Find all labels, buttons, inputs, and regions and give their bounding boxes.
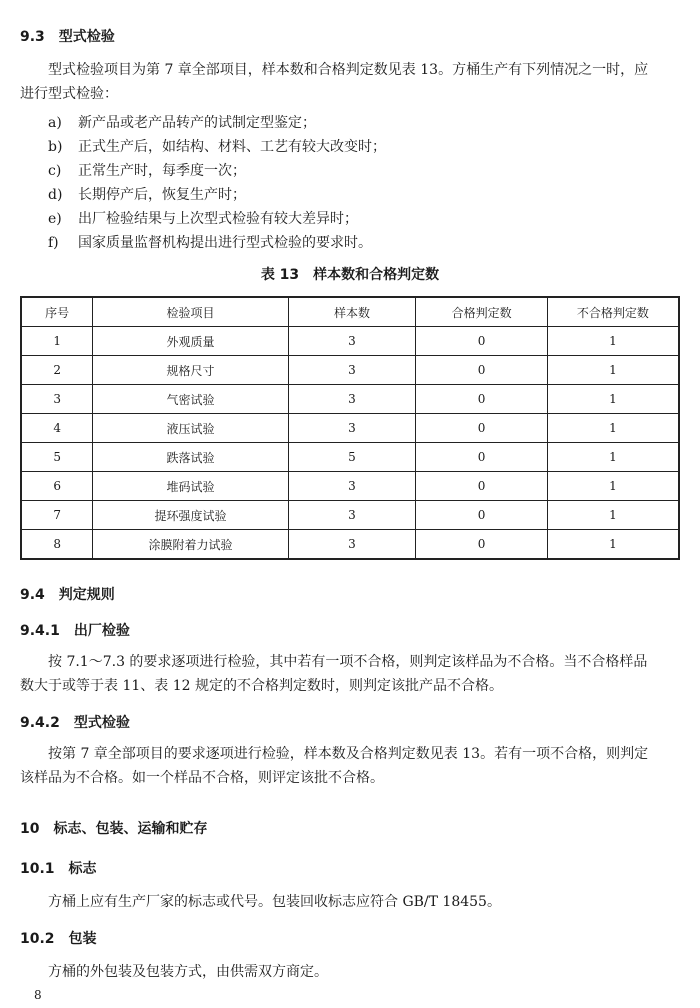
table-cell: 3 bbox=[288, 327, 416, 356]
table-cell: 涂膜附着力试验 bbox=[93, 530, 288, 560]
list-text: 新产品或老产品转产的试制定型鉴定； bbox=[78, 115, 316, 131]
section-heading-9-3: 9.3 型式检验 bbox=[20, 29, 115, 45]
page-number: 8 bbox=[34, 988, 42, 1002]
table-row bbox=[21, 327, 679, 356]
table-cell: 5 bbox=[288, 443, 416, 472]
paragraph-line: 方桶上应有生产厂家的标志或代号。包装回收标志应符合 GB/T 18455。 bbox=[48, 894, 501, 910]
table-cell: 0 bbox=[416, 443, 548, 472]
header-cell-accept: 合格判定数 bbox=[416, 297, 548, 327]
header-cell-no: 序号 bbox=[21, 297, 93, 327]
table-row bbox=[21, 356, 679, 385]
list-marker: a) bbox=[48, 115, 62, 131]
section-heading-9-4-2: 9.4.2 型式检验 bbox=[20, 715, 130, 731]
table-cell: 液压试验 bbox=[93, 414, 288, 443]
table-cell: 气密试验 bbox=[93, 385, 288, 414]
header-cell-item: 检验项目 bbox=[93, 297, 288, 327]
table-cell: 提环强度试验 bbox=[93, 501, 288, 530]
table-cell: 8 bbox=[21, 530, 93, 560]
table-cell: 1 bbox=[547, 443, 679, 472]
table-cell: 0 bbox=[416, 472, 548, 501]
table-cell: 1 bbox=[547, 414, 679, 443]
table-header-row bbox=[21, 297, 679, 327]
table-cell: 6 bbox=[21, 472, 93, 501]
table-row bbox=[21, 501, 679, 530]
paragraph-line: 进行型式检验： bbox=[20, 86, 118, 102]
table-cell: 跌落试验 bbox=[93, 443, 288, 472]
table-cell: 1 bbox=[21, 327, 93, 356]
table-row bbox=[21, 530, 679, 560]
list-marker: e) bbox=[48, 211, 62, 227]
paragraph-line: 按第 7 章全部项目的要求逐项进行检验，样本数及合格判定数见表 13。若有一项不合格，则判定 bbox=[48, 746, 649, 762]
list-item bbox=[48, 184, 246, 204]
section-heading-9-4: 9.4 判定规则 bbox=[20, 587, 115, 603]
table-cell: 3 bbox=[21, 385, 93, 414]
paragraph-line: 该样品为不合格。如一个样品不合格，则评定该批不合格。 bbox=[20, 770, 384, 786]
list-text: 国家质量监督机构提出进行型式检验的要求时。 bbox=[78, 235, 372, 251]
paragraph-line: 方桶的外包装及包装方式，由供需双方商定。 bbox=[48, 964, 328, 980]
table-cell: 0 bbox=[416, 385, 548, 414]
table-cell: 0 bbox=[416, 356, 548, 385]
table-cell: 3 bbox=[288, 530, 416, 560]
paragraph-line: 按 7.1～7.3 的要求逐项进行检验，其中若有一项不合格，则判定该样品为不合格。当不合格样品 bbox=[48, 654, 648, 670]
table-cell: 外观质量 bbox=[93, 327, 288, 356]
section-heading-10: 10 标志、包装、运输和贮存 bbox=[20, 821, 208, 837]
list-marker: f) bbox=[48, 235, 59, 251]
table-cell: 3 bbox=[288, 356, 416, 385]
table-row bbox=[21, 385, 679, 414]
table-cell: 0 bbox=[416, 501, 548, 530]
list-item bbox=[48, 232, 372, 252]
table-cell: 1 bbox=[547, 472, 679, 501]
table-cell: 堆码试验 bbox=[93, 472, 288, 501]
list-item bbox=[48, 208, 358, 228]
list-item bbox=[48, 112, 316, 132]
list-text: 出厂检验结果与上次型式检验有较大差异时； bbox=[78, 211, 358, 227]
table-cell: 4 bbox=[21, 414, 93, 443]
table-cell: 规格尺寸 bbox=[93, 356, 288, 385]
paragraph-line: 型式检验项目为第 7 章全部项目，样本数和合格判定数见表 13。方桶生产有下列情况之一时，应 bbox=[48, 62, 649, 78]
table-cell: 5 bbox=[21, 443, 93, 472]
table-cell: 3 bbox=[288, 472, 416, 501]
list-marker: d) bbox=[48, 187, 63, 203]
table-row bbox=[21, 472, 679, 501]
paragraph-line: 数大于或等于表 11、表 12 规定的不合格判定数时，则判定该批产品不合格。 bbox=[20, 678, 503, 694]
table-cell: 3 bbox=[288, 501, 416, 530]
list-item bbox=[48, 160, 246, 180]
list-text: 正式生产后，如结构、材料、工艺有较大改变时； bbox=[78, 139, 386, 155]
section-heading-9-4-1: 9.4.1 出厂检验 bbox=[20, 623, 130, 639]
list-text: 长期停产后，恢复生产时； bbox=[78, 187, 246, 203]
list-item bbox=[48, 136, 386, 156]
table-row bbox=[21, 414, 679, 443]
table-cell: 0 bbox=[416, 327, 548, 356]
table-cell: 1 bbox=[547, 530, 679, 560]
section-heading-10-1: 10.1 标志 bbox=[20, 861, 97, 877]
list-text: 正常生产时，每季度一次； bbox=[78, 163, 246, 179]
list-marker: c) bbox=[48, 163, 62, 179]
header-cell-sample: 样本数 bbox=[288, 297, 416, 327]
table-cell: 7 bbox=[21, 501, 93, 530]
table-cell: 3 bbox=[288, 385, 416, 414]
list-marker: b) bbox=[48, 139, 63, 155]
sample-table bbox=[20, 296, 680, 560]
table-caption: 表 13 样本数和合格判定数 bbox=[260, 267, 440, 283]
table-cell: 1 bbox=[547, 356, 679, 385]
table-cell: 1 bbox=[547, 385, 679, 414]
table-cell: 0 bbox=[416, 414, 548, 443]
table-cell: 1 bbox=[547, 501, 679, 530]
table-cell: 1 bbox=[547, 327, 679, 356]
section-heading-10-2: 10.2 包装 bbox=[20, 931, 97, 947]
table-cell: 2 bbox=[21, 356, 93, 385]
header-cell-reject: 不合格判定数 bbox=[547, 297, 679, 327]
table-row bbox=[21, 443, 679, 472]
table-cell: 0 bbox=[416, 530, 548, 560]
table-cell: 3 bbox=[288, 414, 416, 443]
